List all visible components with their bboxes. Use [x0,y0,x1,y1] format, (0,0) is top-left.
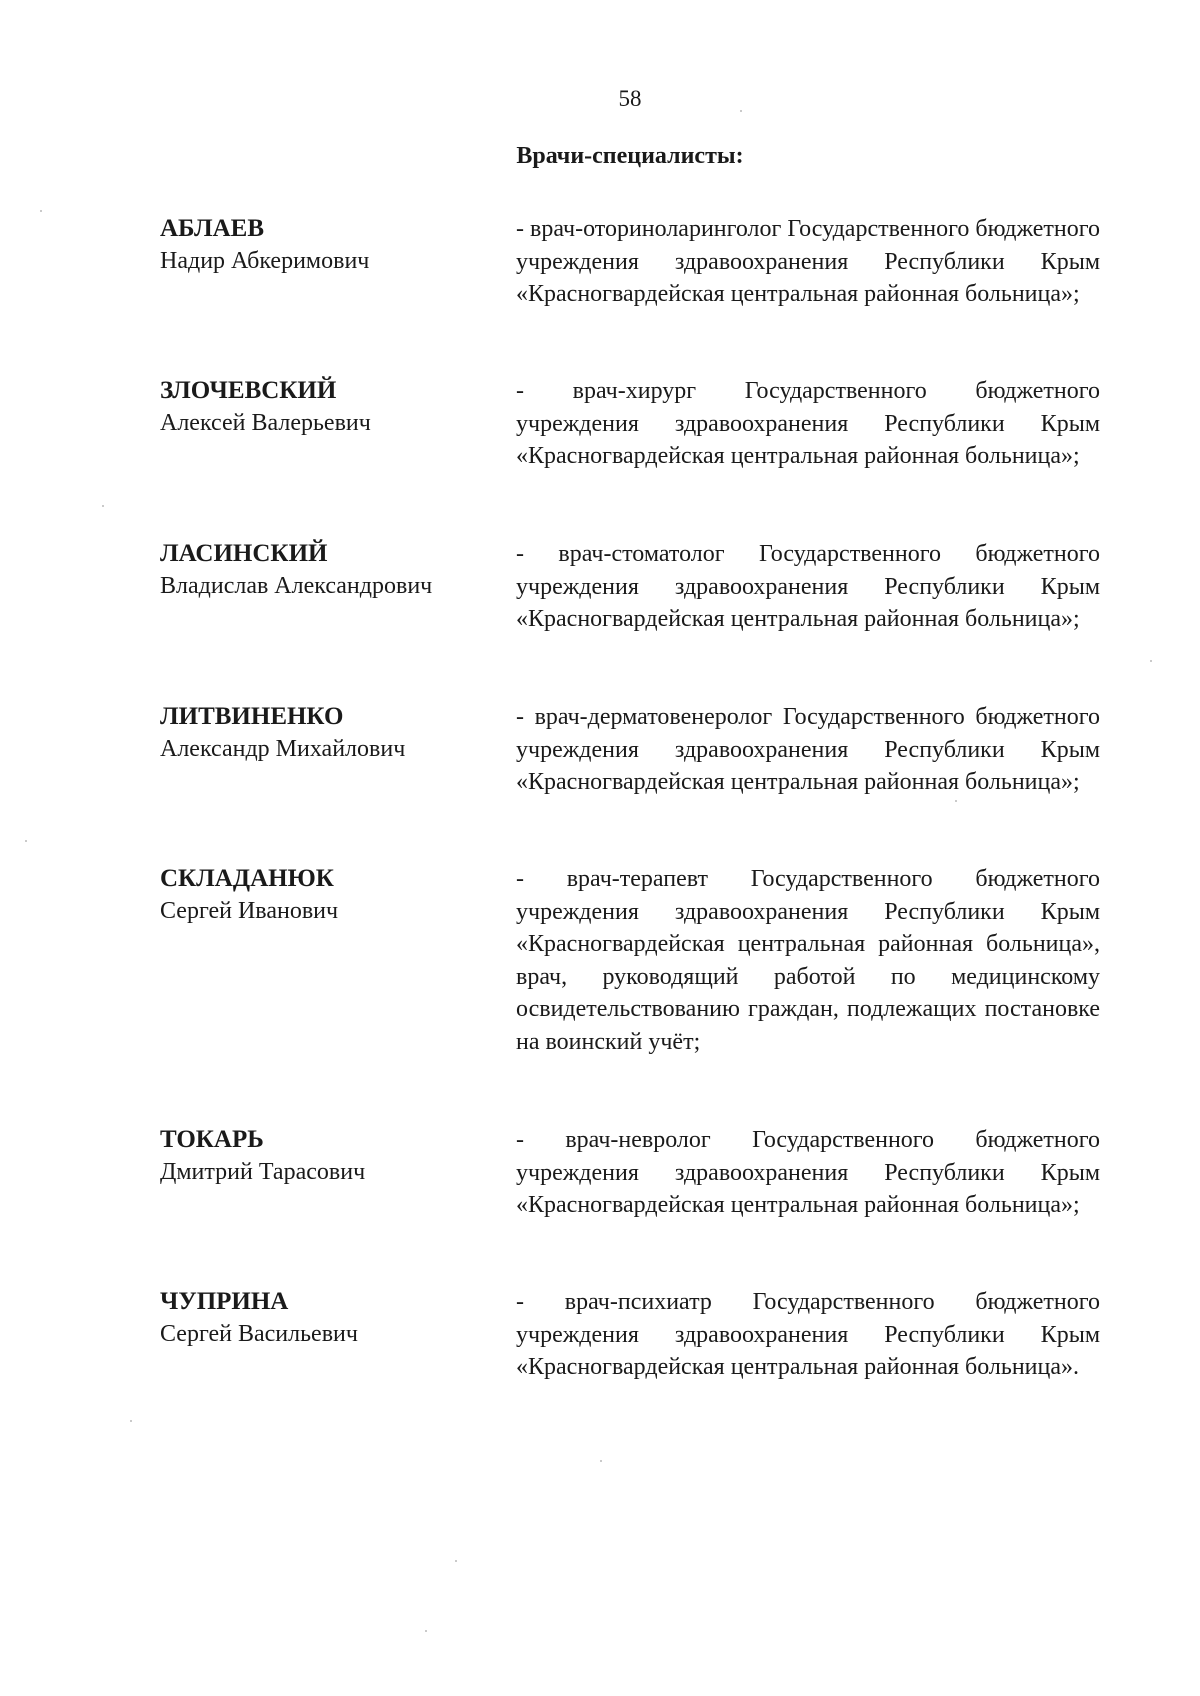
person-surname: АБЛАЕВ [160,215,264,242]
scan-speck [955,800,957,802]
list-item [160,375,1100,473]
list-item [160,701,1100,799]
scan-speck [40,210,42,212]
person-role: - врач-дерматовенеролог Государственного бюджетного учреждения здравоохранения Республики Крым «Красногвардейская центральная районная больница»; [516,704,1100,795]
scan-speck [600,1460,602,1462]
person-given-name: Дмитрий Тарасович [160,1159,366,1185]
list-item [160,1286,1100,1384]
person-block [160,375,516,473]
person-block [160,1286,516,1384]
person-role: - врач-стоматолог Государственного бюджетного учреждения здравоохранения Республики Крым «Красногвардейская центральная районная больница»; [516,541,1100,632]
scan-speck [740,110,742,112]
person-block [160,863,516,1058]
person-role: - врач-невролог Государственного бюджетного учреждения здравоохранения Республики Крым «Красногвардейская центральная районная больница»; [516,1127,1100,1218]
person-role: - врач-терапевт Государственного бюджетного учреждения здравоохранения Республики Крым «Красногвардейская центральная районная больница», врач, руководящий работой по медицинскому освидетельствованию граждан, подлежащих постановке на воинский учёт; [516,866,1100,1055]
person-surname: СКЛАДАНЮК [160,865,334,892]
person-given-name: Владислав Александрович [160,573,433,599]
person-role: - врач-оториноларинголог Государственного бюджетного учреждения здравоохранения Республики Крым «Красногвардейская центральная районная больница»; [516,216,1100,307]
scan-speck [102,505,104,507]
scan-speck [25,840,27,842]
list-item [160,1124,1100,1222]
list-item [160,213,1100,311]
list-item [160,538,1100,636]
person-block [160,1124,516,1222]
list-item [160,863,1100,1058]
person-given-name: Алексей Валерьевич [160,410,371,436]
scan-speck [1150,660,1152,662]
scan-speck [425,1630,427,1632]
person-role: - врач-психиатр Государственного бюджетного учреждения здравоохранения Республики Крым «Красногвардейская центральная районная больница». [516,1289,1100,1380]
person-surname: ЗЛОЧЕВСКИЙ [160,377,337,404]
section-title: Врачи-специалисты: [516,143,744,169]
person-block [160,538,516,636]
person-role: - врач-хирург Государственного бюджетного учреждения здравоохранения Республики Крым «Красногвардейская центральная районная больница»; [516,378,1100,469]
person-given-name: Надир Абкеримович [160,248,370,274]
person-surname: ЛАСИНСКИЙ [160,540,328,567]
person-given-name: Сергей Васильевич [160,1321,358,1347]
person-block [160,701,516,799]
person-block [160,213,516,311]
page-number: 58 [618,86,642,111]
scan-speck [455,1560,457,1562]
scan-speck [130,1420,132,1422]
person-given-name: Александр Михайлович [160,736,406,762]
person-surname: ЛИТВИНЕНКО [160,703,344,730]
person-surname: ТОКАРЬ [160,1126,264,1153]
person-surname: ЧУПРИНА [160,1288,289,1315]
person-given-name: Сергей Иванович [160,898,339,924]
